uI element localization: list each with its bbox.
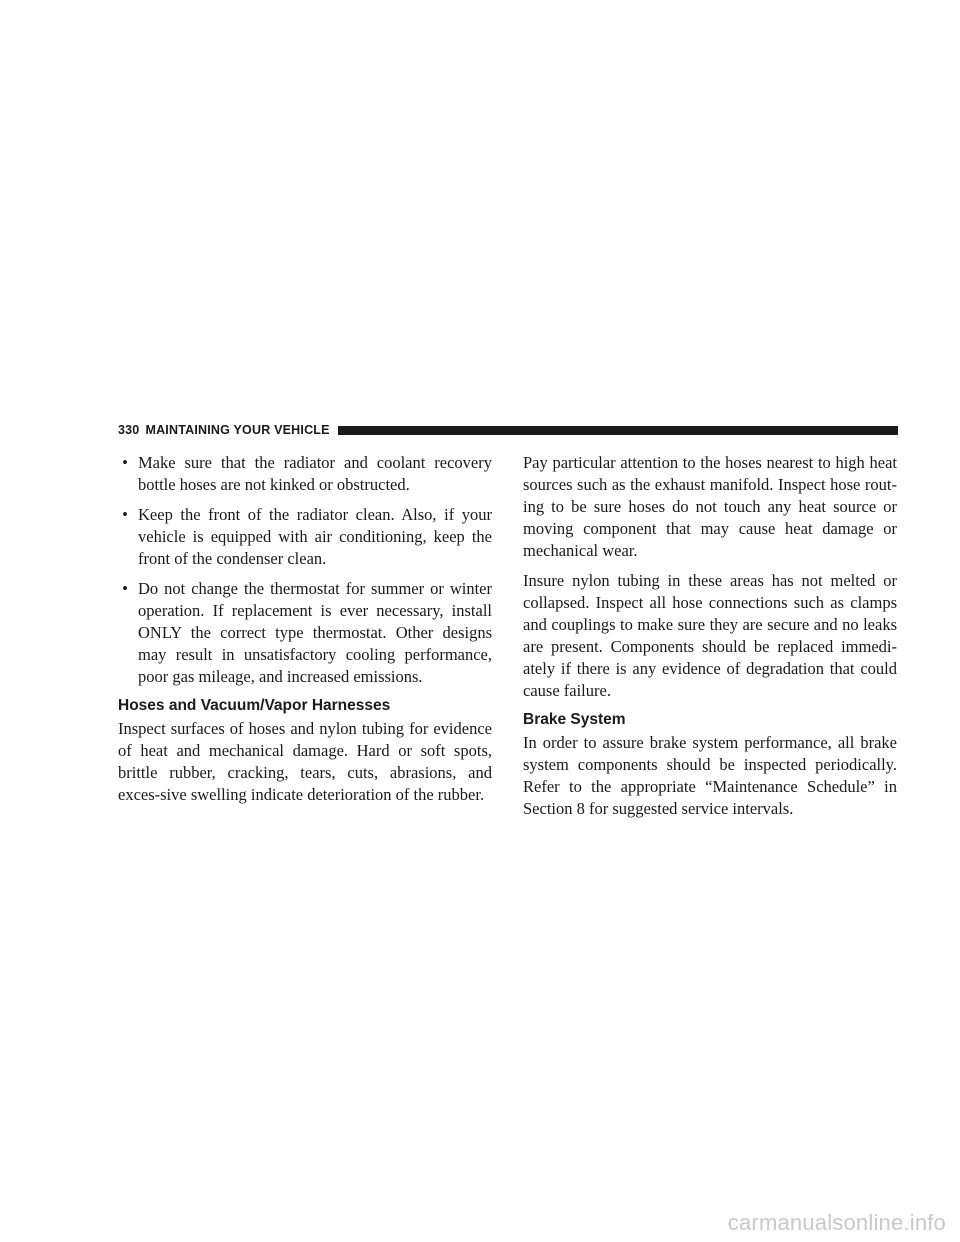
hoses-heading: Hoses and Vacuum/Vapor Harnesses bbox=[118, 697, 391, 714]
header-rule bbox=[338, 426, 898, 435]
bullet-list bbox=[118, 452, 492, 688]
bullet-icon: • bbox=[122, 579, 128, 598]
list-item-text: Do not change the thermostat for summer or winter operation. If replacement is ever necessary, install ONLY the correct type thermostat. Other designs may result in unsatisfactory cooling performance, poor gas mileage, and increased emissions. bbox=[138, 579, 492, 686]
heat-sources-paragraph: Pay particular attention to the hoses nearest to high heat sources such as the exhaust manifold. Inspect hose rout-ing to be sure hoses do not touch any heat source or moving component that may cause heat damage or mechanical wear. bbox=[523, 453, 897, 560]
brake-heading: Brake System bbox=[523, 711, 626, 728]
bullet-icon: • bbox=[122, 505, 128, 524]
list-item bbox=[118, 452, 492, 496]
page-number: 330 bbox=[118, 423, 140, 437]
nylon-tubing-paragraph: Insure nylon tubing in these areas has not melted or collapsed. Inspect all hose connections such as clamps and couplings to make sure they are secure and no leaks are present. Components should be replaced immedi-ately if there is any evidence of degradation that could cause failure. bbox=[523, 571, 897, 700]
section-title: MAINTAINING YOUR VEHICLE bbox=[145, 423, 330, 437]
watermark-link[interactable]: carmanualsonline.info bbox=[727, 1210, 946, 1235]
left-column bbox=[118, 452, 492, 814]
page-header bbox=[118, 421, 898, 439]
list-item-text: Keep the front of the radiator clean. Also, if your vehicle is equipped with air conditioning, keep the front of the condenser clean. bbox=[138, 505, 492, 568]
hoses-paragraph: Inspect surfaces of hoses and nylon tubing for evidence of heat and mechanical damage. Hard or soft spots, brittle rubber, cracking, tears, cuts, abrasions, and exces-sive swelling indicate deterioration of the rubber. bbox=[118, 719, 492, 804]
list-item-text: Make sure that the radiator and coolant recovery bottle hoses are not kinked or obstructed. bbox=[138, 453, 492, 494]
right-column bbox=[523, 452, 897, 828]
brake-paragraph: In order to assure brake system performance, all brake system components should be inspected periodically. Refer to the appropriate “Maintenance Schedule” in Section 8 for suggested service intervals. bbox=[523, 733, 897, 818]
list-item bbox=[118, 504, 492, 570]
bullet-icon: • bbox=[122, 453, 128, 472]
list-item bbox=[118, 578, 492, 688]
